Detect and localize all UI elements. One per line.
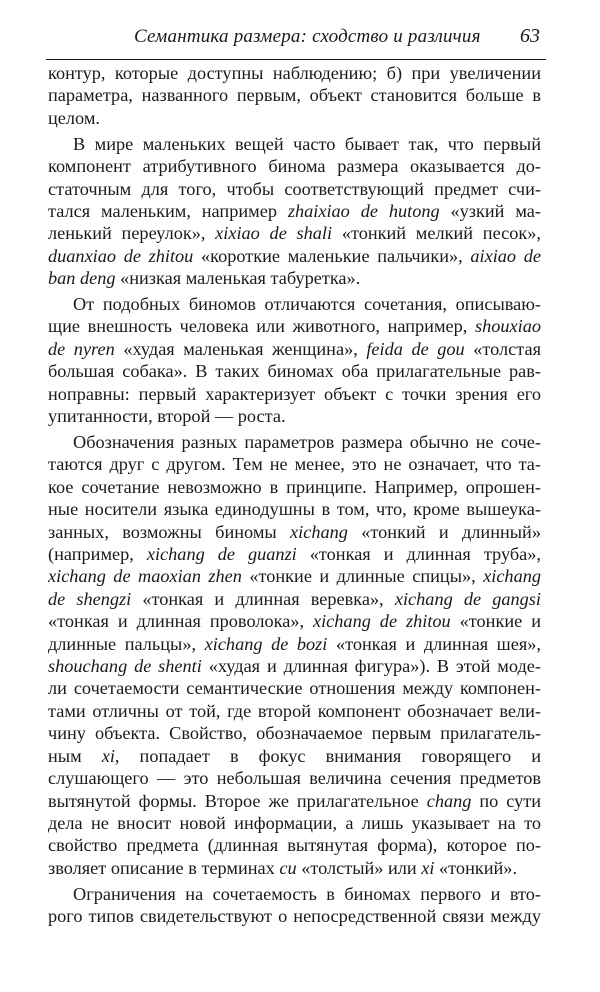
text-line (48, 405, 541, 427)
italic-term: cu (279, 857, 297, 878)
text-run: «тонкий мелкий песок», (332, 223, 541, 244)
text-line (48, 722, 541, 744)
italic-term: shouchang de shenti (48, 656, 202, 677)
text-run: ли сочетаемости семантические отношения между компонен- (48, 678, 541, 699)
text-line (48, 476, 541, 498)
text-line (48, 222, 541, 244)
text-run: ным (48, 745, 102, 766)
text-run: параметра, названного первым, объект становится больше в (48, 85, 541, 106)
text-run: Ограничения на сочетаемость в биномах первого и вто- (73, 883, 541, 904)
text-line (48, 655, 541, 677)
header-rule (46, 59, 546, 60)
text-run: «толстый» или (296, 857, 422, 878)
text-line (48, 453, 541, 475)
text-line (48, 745, 541, 767)
text-line (48, 200, 541, 222)
italic-term: xi (421, 857, 435, 878)
text-run: тался маленьким, например (48, 200, 288, 221)
text-line (48, 812, 541, 834)
italic-term: chang (426, 790, 472, 811)
italic-term: ban deng (48, 268, 116, 289)
text-run: целом. (48, 107, 100, 128)
text-line (48, 677, 541, 699)
text-line (48, 700, 541, 722)
paragraph (48, 293, 541, 427)
text-run: чину объекта. Свойство, обозначаемое первым прилагатель- (48, 723, 541, 744)
paragraph (48, 133, 541, 290)
text-line (48, 84, 541, 106)
text-run: «худая и длинная фигура»). В этой моде- (201, 656, 541, 677)
text-run: «тонкая и длинная труба», (296, 544, 541, 565)
text-run: «тонкая и длинная шея», (327, 633, 541, 654)
text-run: зволяет описание в терминах (48, 857, 280, 878)
text-line (48, 62, 541, 84)
text-line (48, 383, 541, 405)
paragraph (48, 883, 541, 928)
italic-term: xichang de guanzi (146, 544, 297, 565)
text-run: статочным для того, чтобы соответствующий предмет счи- (48, 178, 541, 199)
italic-term: aixiao de (470, 245, 541, 266)
text-line (48, 857, 541, 879)
page-number: 63 (520, 25, 540, 47)
text-run: «тонкий». (434, 857, 518, 878)
text-run: таются друг с другом. Тем не менее, это не означает, что та- (48, 454, 541, 475)
text-line (48, 431, 541, 453)
text-line (48, 790, 541, 812)
text-run: (например, (48, 544, 147, 565)
text-run: «низкая маленькая табуретка». (115, 268, 361, 289)
text-run: вытянутой формы. Второе же прилагательное (48, 790, 427, 811)
text-run: «тонкая и длинная веревка», (131, 588, 395, 609)
text-run: упитанности, второй — роста. (48, 406, 286, 427)
italic-term: de nyren (48, 338, 115, 359)
italic-term: feida de gou (366, 338, 465, 359)
text-line (48, 338, 541, 360)
text-line (48, 883, 541, 905)
text-run: ные носители языка единодушны в том, что, кроме вышеука- (48, 499, 541, 520)
text-line (48, 133, 541, 155)
text-line (48, 315, 541, 337)
paragraph (48, 62, 541, 129)
italic-term: xichang de gangsi (394, 588, 541, 609)
text-run: Обозначения разных параметров размера обычно не соче- (73, 432, 541, 452)
text-line (48, 293, 541, 315)
text-run: В мире маленьких вещей часто бывает так, что первый (73, 133, 541, 154)
text-run: «худая маленькая женщина», (114, 338, 367, 359)
text-run: занных, возможны биномы (48, 521, 291, 542)
text-run: щие внешность человека или животного, например, (48, 316, 475, 337)
text-run: контур, которые доступны наблюдению; б) при увеличении (48, 63, 541, 83)
italic-term: shouxiao (474, 316, 541, 337)
running-header-title: Семантика размера: сходство и различия (134, 26, 481, 47)
italic-term: xixiao de shali (215, 223, 333, 244)
text-line (48, 267, 541, 289)
text-line (48, 834, 541, 856)
text-run: «тонкий и длинный» (347, 521, 541, 542)
text-run: «тонкие и длинные спицы», (241, 566, 484, 587)
text-line (48, 905, 541, 927)
running-header (46, 24, 540, 54)
text-line (48, 565, 541, 587)
text-run: «тонкие и (450, 611, 541, 632)
text-line (48, 107, 541, 129)
text-run: «узкий ма- (439, 200, 541, 221)
body-text (48, 62, 541, 927)
text-run: От подобных биномов отличаются сочетания, описываю- (73, 294, 541, 315)
italic-term: zhaixiao de hutong (287, 200, 440, 221)
text-run: ленький переулок», (48, 223, 216, 244)
text-line (48, 633, 541, 655)
text-line (48, 498, 541, 520)
text-run: свойство предмета (длинная вытянутая форма), которое по- (48, 835, 541, 856)
text-run: «толстая (464, 338, 542, 359)
text-run: компонент атрибутивного бинома размера оказывается до- (48, 156, 541, 177)
text-run: длинные пальцы», (48, 633, 205, 654)
text-line (48, 360, 541, 382)
text-run: кое сочетание невозможно в принципе. Например, опрошен- (48, 476, 541, 497)
text-run: рого типов свидетельствуют о непосредственной связи между (48, 906, 541, 927)
text-line (48, 543, 541, 565)
text-run: дела не вносит новой информации, а лишь указывает на то (48, 812, 541, 833)
text-run: «тонкая и длинная проволока», (48, 611, 313, 632)
text-line (48, 521, 541, 543)
text-run: ноправны: первый характеризует объект с точки зрения его (48, 383, 541, 404)
text-line (48, 767, 541, 789)
text-line (48, 245, 541, 267)
text-run: большая собака». В таких биномах оба прилагательные рав- (48, 361, 541, 382)
text-line (48, 610, 541, 632)
paragraph (48, 431, 541, 879)
italic-term: xichang de maoxian zhen (48, 566, 242, 587)
italic-term: xichang (290, 521, 348, 542)
text-run: по сути (471, 790, 542, 811)
text-run: слушающего — это небольшая величина сечения предметов (48, 768, 541, 789)
italic-term: xi (101, 745, 115, 766)
italic-term: xichang de bozi (204, 633, 328, 654)
text-run: , попадает в фокус внимания говорящего и (114, 745, 541, 766)
italic-term: de shengzi (48, 588, 132, 609)
text-run: «короткие маленькие пальчики», (193, 245, 471, 266)
italic-term: duanxiao de zhitou (48, 245, 194, 266)
text-line (48, 588, 541, 610)
italic-term: xichang de zhitou (312, 611, 451, 632)
text-run: тами отличны от той, где второй компонент обозначает вели- (48, 700, 541, 721)
italic-term: xichang (483, 566, 541, 587)
text-line (48, 155, 541, 177)
text-line (48, 178, 541, 200)
